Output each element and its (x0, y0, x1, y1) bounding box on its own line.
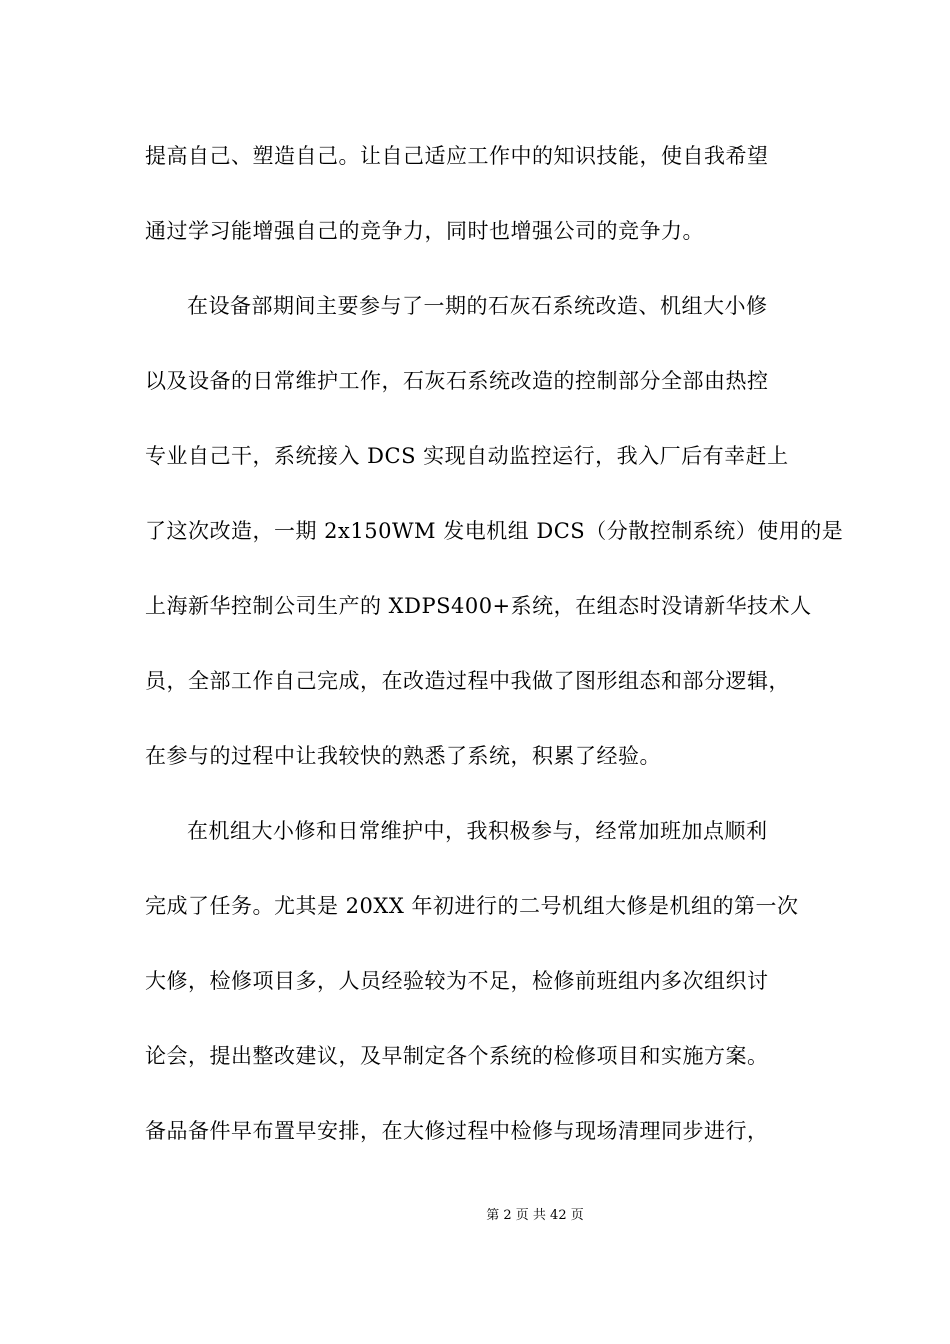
text-line: 以及设备的日常维护工作，石灰石系统改造的控制部分全部由热控 (145, 369, 769, 393)
text-line: 专业自己干，系统接入 DCS 实现自动监控运行，我入厂后有幸赶上 (145, 444, 789, 468)
text-line: 提高自己、塑造自己。让自己适应工作中的知识技能，使自我希望 (145, 144, 769, 168)
text-line: 通过学习能增强自己的竞争力，同时也增强公司的竞争力。 (145, 219, 704, 243)
text-line: 大修，检修项目多，人员经验较为不足，检修前班组内多次组织讨 (145, 969, 769, 993)
text-line: 上海新华控制公司生产的 XDPS400+系统，在组态时没请新华技术人 (145, 594, 812, 618)
text-line: 备品备件早布置早安排，在大修过程中检修与现场清理同步进行， (145, 1119, 769, 1143)
paragraph-start-line: 在机组大小修和日常维护中，我积极参与，经常加班加点顺利 (187, 819, 768, 843)
text-line: 在参与的过程中让我较快的熟悉了系统，积累了经验。 (145, 744, 661, 768)
text-line: 员，全部工作自己完成，在改造过程中我做了图形组态和部分逻辑， (145, 669, 790, 693)
page-number: 第 2 页 共 42 页 (486, 1208, 584, 1223)
text-line: 论会，提出整改建议，及早制定各个系统的检修项目和实施方案。 (145, 1044, 769, 1068)
text-line: 完成了任务。尤其是 20XX 年初进行的二号机组大修是机组的第一次 (145, 894, 799, 918)
paragraph-start-line: 在设备部期间主要参与了一期的石灰石系统改造、机组大小修 (187, 294, 768, 318)
text-line: 了这次改造，一期 2x150WM 发电机组 DCS（分散控制系统）使用的是 (145, 519, 844, 543)
